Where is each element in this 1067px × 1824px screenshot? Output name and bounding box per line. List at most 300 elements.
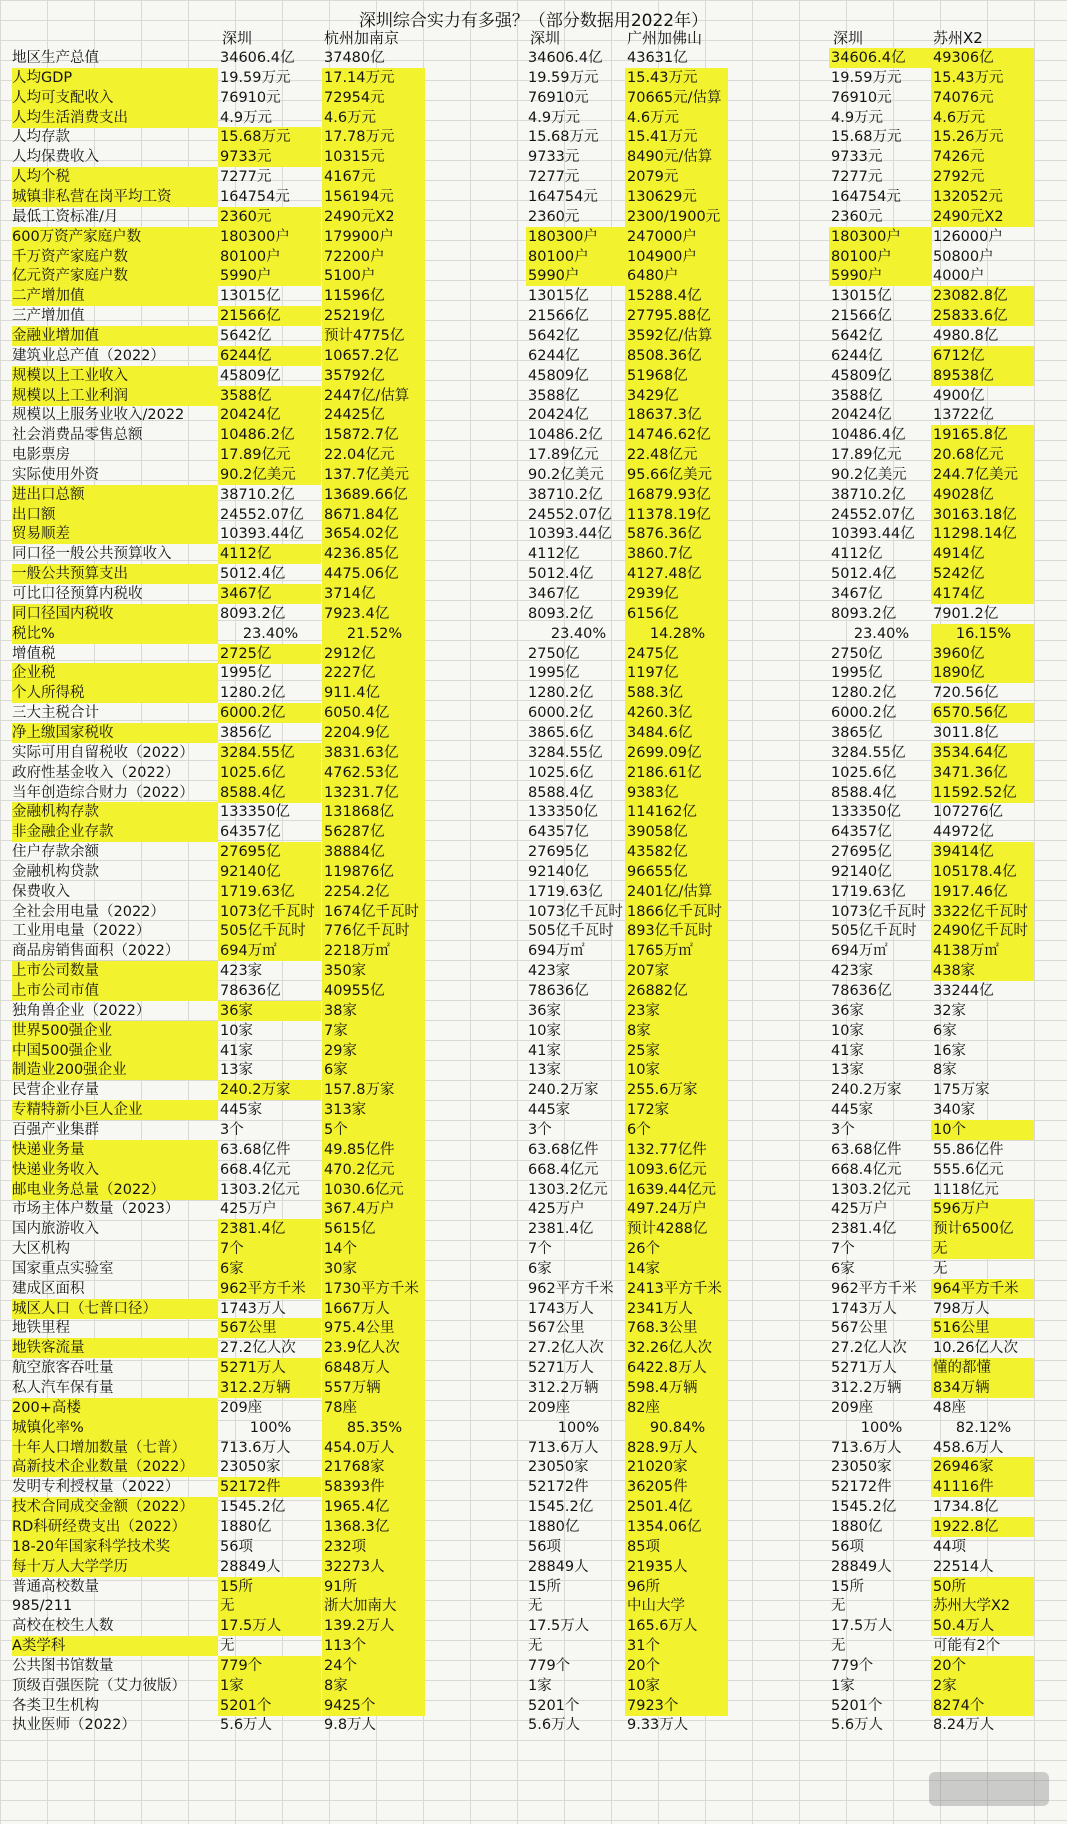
table-cell: 3个	[528, 1121, 552, 1138]
table-cell: 无	[933, 1260, 948, 1277]
table-row	[0, 1199, 1067, 1219]
row-label: 电影票房	[12, 447, 70, 463]
row-label: 保费收入	[12, 883, 70, 900]
row-label: 人均保费收入	[12, 149, 99, 166]
table-cell: 4138万㎡	[931, 941, 1034, 961]
table-cell: 4000户	[933, 268, 985, 285]
row-label: 商品房销售面积（2022）	[12, 943, 180, 960]
row-label: 出口额	[12, 505, 218, 525]
table-cell: 预计4288亿	[625, 1219, 728, 1239]
table-row	[0, 1120, 1067, 1140]
table-cell: 25833.6亿	[931, 306, 1034, 326]
table-row	[0, 683, 1067, 703]
table-cell: 2501.4亿	[625, 1497, 728, 1517]
table-cell: 5201个	[831, 1697, 883, 1714]
table-cell: 28849人	[528, 1558, 589, 1575]
table-cell: 15872.7亿	[322, 425, 425, 445]
table-cell: 5201个	[528, 1697, 580, 1714]
table-row	[0, 1497, 1067, 1517]
table-cell: 25219亿	[322, 306, 425, 326]
table-cell: 5.6万人	[831, 1717, 884, 1734]
table-cell: 24个	[322, 1656, 425, 1676]
table-cell: 4112亿	[218, 544, 321, 564]
table-cell: 无	[931, 1239, 1034, 1259]
table-row	[0, 306, 1067, 326]
table-cell: 19.59万元	[831, 69, 902, 86]
row-label: 千万资产家庭户数	[12, 247, 218, 267]
table-cell: 156194元	[322, 187, 425, 207]
table-cell: 15.43万元	[625, 68, 728, 88]
table-row	[0, 1656, 1067, 1676]
table-cell: 2447亿/估算	[322, 386, 425, 406]
table-cell: 4980.8亿	[933, 327, 999, 344]
table-cell: 13015亿	[220, 288, 281, 305]
row-label: 18-20年国家科学技术奖	[12, 1537, 218, 1557]
table-cell: 3831.63亿	[322, 743, 425, 763]
table-cell: 911.4亿	[322, 683, 425, 703]
row-label: 实际可用自留税收（2022）	[12, 744, 194, 761]
table-cell: 20个	[931, 1656, 1034, 1676]
table-cell: 49.85亿件	[322, 1140, 425, 1160]
table-cell: 76910元	[220, 89, 281, 106]
table-cell: 8093.2亿	[220, 605, 286, 622]
table-cell: 5642亿	[220, 327, 272, 344]
table-cell: 23.40%	[550, 625, 607, 642]
table-cell: 10个	[931, 1120, 1034, 1140]
table-cell: 694万㎡	[218, 941, 321, 961]
table-cell: 1025.6亿	[831, 764, 897, 781]
row-label: 规模以上服务业收入/2022	[12, 407, 185, 424]
table-cell: 10657.2亿	[322, 346, 425, 366]
table-cell: 85项	[625, 1537, 728, 1557]
table-cell: 16家	[933, 1042, 966, 1059]
table-cell: 91所	[322, 1577, 425, 1597]
row-label: 三大主税合计	[12, 705, 99, 722]
table-cell: 3个	[831, 1121, 855, 1138]
row-label: A类学科	[12, 1636, 218, 1656]
table-cell: 1743万人	[220, 1300, 286, 1317]
row-label: 执业医师（2022）	[12, 1717, 136, 1734]
table-cell: 20424亿	[218, 405, 321, 425]
table-cell: 8093.2亿	[528, 605, 594, 622]
row-label: 城镇化率%	[12, 1418, 218, 1438]
row-label: 发明专利授权量（2022）	[12, 1479, 180, 1496]
table-cell: 20424亿	[831, 407, 892, 424]
table-row	[0, 227, 1067, 247]
row-label: 企业税	[12, 663, 218, 683]
table-cell: 90.2亿美元	[831, 466, 907, 483]
row-label: 亿元资产家庭户数	[12, 266, 218, 286]
table-cell: 52172件	[528, 1479, 589, 1496]
table-row	[0, 346, 1067, 366]
table-cell: 15所	[528, 1578, 561, 1595]
table-row	[0, 1299, 1067, 1319]
table-cell: 1家	[831, 1677, 855, 1694]
table-cell: 2413平方千米	[625, 1279, 728, 1299]
table-cell: 34606.4亿	[528, 50, 603, 66]
table-cell: 505亿千瓦时	[831, 923, 917, 940]
row-label: 全社会用电量（2022）	[12, 903, 165, 920]
table-cell: 58393件	[322, 1477, 425, 1497]
row-label: 住户存款余额	[12, 844, 99, 860]
table-cell: 27695亿	[528, 844, 589, 860]
table-cell: 834万辆	[931, 1378, 1034, 1398]
row-label: 一般公共预算支出	[12, 564, 218, 584]
table-cell: 可能有2个	[933, 1638, 1001, 1654]
table-cell: 6家	[933, 1022, 957, 1039]
table-cell: 懂的都懂	[931, 1358, 1034, 1378]
table-cell: 209座	[831, 1399, 874, 1416]
table-cell: 5271万人	[528, 1360, 594, 1377]
table-cell: 1家	[528, 1677, 552, 1694]
table-row	[0, 544, 1067, 564]
table-cell: 43582亿	[625, 842, 728, 862]
table-cell: 6244亿	[218, 346, 321, 366]
row-label: 专精特新小巨人企业	[12, 1100, 218, 1120]
table-cell: 567公里	[528, 1320, 585, 1337]
table-cell: 2341万人	[625, 1299, 728, 1319]
table-row	[0, 1676, 1067, 1696]
table-row	[0, 425, 1067, 445]
table-cell: 41家	[220, 1042, 253, 1059]
table-cell: 9383亿	[625, 783, 728, 803]
table-row	[0, 48, 1067, 68]
row-label: 三产增加值	[12, 308, 85, 325]
table-cell: 8家	[322, 1676, 425, 1696]
table-cell: 350家	[322, 961, 425, 981]
table-cell: 14.28%	[625, 624, 728, 644]
table-row	[0, 1080, 1067, 1100]
table-cell: 72200户	[322, 247, 425, 267]
table-cell: 7个	[218, 1239, 321, 1259]
table-cell: 4112亿	[831, 546, 883, 563]
table-cell: 72954元	[322, 88, 425, 108]
table-cell: 114162亿	[625, 802, 728, 822]
table-cell: 3960亿	[931, 644, 1034, 664]
table-cell: 1743万人	[831, 1300, 897, 1317]
table-cell: 23050家	[831, 1459, 892, 1476]
table-cell: 3467亿	[528, 586, 580, 602]
table-cell: 10家	[831, 1022, 864, 1039]
table-cell: 6个	[625, 1120, 728, 1140]
table-cell: 2750亿	[528, 645, 580, 662]
table-cell: 137.7亿美元	[322, 465, 425, 485]
table-cell: 1118亿元	[933, 1181, 999, 1198]
table-cell: 1917.46亿	[931, 882, 1034, 902]
table-row	[0, 882, 1067, 902]
row-label: 当年创造综合财力（2022）	[12, 784, 194, 801]
row-label: 独角兽企业（2022）	[12, 1002, 151, 1019]
table-row	[0, 961, 1067, 981]
table-cell: 2381.4亿	[831, 1221, 897, 1238]
table-row	[0, 147, 1067, 167]
table-cell: 21768家	[322, 1457, 425, 1477]
table-cell: 1667万人	[322, 1299, 425, 1319]
table-cell: 2475亿	[625, 644, 728, 664]
table-cell: 9733元	[218, 147, 321, 167]
row-label: 城区人口（七普口径）	[12, 1299, 218, 1319]
table-cell: 45809亿	[220, 367, 281, 384]
table-cell: 41家	[528, 1042, 561, 1059]
table-cell: 浙大加南大	[322, 1596, 425, 1616]
table-cell: 36家	[218, 1001, 321, 1021]
table-cell: 7923.4亿	[322, 604, 425, 624]
row-label: 税比%	[12, 624, 218, 644]
table-cell: 2300/1900元	[625, 207, 728, 227]
row-label: 地区生产总值	[12, 50, 99, 66]
table-cell: 22.48亿元	[625, 445, 728, 465]
table-cell: 668.4亿元	[831, 1161, 902, 1178]
table-cell: 38710.2亿	[831, 486, 906, 503]
table-cell: 49306亿	[931, 48, 1034, 68]
table-cell: 6000.2亿	[218, 703, 321, 723]
table-cell: 6480户	[625, 266, 728, 286]
row-label: 邮电业务总量（2022）	[12, 1180, 218, 1200]
row-label: 社会消费品零售总额	[12, 427, 143, 444]
table-cell: 1719.63亿	[528, 883, 603, 900]
row-label: 最低工资标准/月	[12, 208, 119, 225]
table-cell: 4.6万元	[322, 108, 425, 128]
table-cell: 240.2万家	[218, 1080, 321, 1100]
row-label: 快递业务量	[12, 1140, 218, 1160]
table-cell: 3429亿	[625, 386, 728, 406]
table-cell: 11298.14亿	[931, 524, 1034, 544]
row-label: 人均可支配收入	[12, 88, 218, 108]
table-cell: 1965.4亿	[322, 1497, 425, 1517]
table-cell: 15.26万元	[931, 127, 1034, 147]
table-row	[0, 1358, 1067, 1378]
table-row	[0, 921, 1067, 941]
table-cell: 100%	[249, 1419, 292, 1436]
table-cell: 38家	[322, 1001, 425, 1021]
table-cell: 5990户	[218, 266, 321, 286]
table-cell: 10486.2亿	[218, 425, 321, 445]
row-label: 规模以上工业利润	[12, 386, 218, 406]
table-cell: 668.4亿元	[528, 1161, 599, 1178]
table-cell: 367.4万户	[322, 1199, 425, 1219]
table-cell: 3654.02亿	[322, 524, 425, 544]
table-cell: 15所	[831, 1578, 864, 1595]
table-cell: 1303.2亿元	[220, 1181, 300, 1198]
table-cell: 4914亿	[931, 544, 1034, 564]
table-cell: 10家	[528, 1022, 561, 1039]
table-cell: 1280.2亿	[220, 685, 286, 702]
table-cell: 164754元	[220, 189, 290, 205]
table-row	[0, 1596, 1067, 1616]
table-cell: 17.5万人	[528, 1618, 590, 1635]
table-cell: 10家	[625, 1676, 728, 1696]
table-cell: 4475.06亿	[322, 564, 425, 584]
table-cell: 30163.18亿	[931, 505, 1034, 525]
row-label: 建成区面积	[12, 1280, 85, 1297]
table-cell: 1280.2亿	[831, 685, 897, 702]
table-cell: 23050家	[220, 1459, 281, 1476]
table-row	[0, 1696, 1067, 1716]
row-label: 实际使用外资	[12, 466, 99, 483]
table-cell: 27.2亿人次	[528, 1340, 604, 1357]
table-cell: 1280.2亿	[528, 685, 594, 702]
table-cell: 133350亿	[831, 804, 901, 821]
table-cell: 无	[831, 1638, 846, 1654]
table-cell: 9733元	[831, 149, 883, 166]
table-cell: 1354.06亿	[625, 1517, 728, 1537]
table-cell: 445家	[220, 1102, 263, 1119]
table-cell: 22514人	[933, 1558, 994, 1575]
table-cell: 425万户	[528, 1201, 585, 1218]
row-label: 非金融企业存款	[12, 822, 218, 842]
table-row	[0, 326, 1067, 346]
table-row	[0, 485, 1067, 505]
table-cell: 3856亿	[220, 724, 272, 741]
row-label: 进出口总额	[12, 485, 218, 505]
table-cell: 78636亿	[220, 983, 281, 999]
table-row	[0, 266, 1067, 286]
row-label: 百强产业集群	[12, 1121, 99, 1138]
table-cell: 9425个	[322, 1696, 425, 1716]
table-cell: 27695亿	[218, 842, 321, 862]
table-cell: 90.2亿美元	[528, 466, 604, 483]
table-cell: 5个	[322, 1120, 425, 1140]
table-cell: 21566亿	[831, 308, 892, 325]
table-cell: 1093.6亿元	[625, 1160, 728, 1180]
table-cell: 52172件	[218, 1477, 321, 1497]
row-label: 上市公司数量	[12, 961, 218, 981]
table-row	[0, 902, 1067, 922]
table-row	[0, 1259, 1067, 1279]
table-cell: 15.41万元	[625, 127, 728, 147]
table-cell: 11378.19亿	[625, 505, 728, 525]
table-cell: 3588亿	[528, 387, 580, 404]
table-row	[0, 1616, 1067, 1636]
table-row	[0, 1438, 1067, 1458]
table-cell: 预计4775亿	[322, 326, 425, 346]
row-label: 地铁里程	[12, 1320, 70, 1337]
table-cell: 25家	[625, 1041, 728, 1061]
table-cell: 6422.8万人	[625, 1358, 728, 1378]
row-label: 十年人口增加数量（七普）	[12, 1438, 218, 1458]
table-row	[0, 1140, 1067, 1160]
table-cell: 26946家	[931, 1457, 1034, 1477]
table-cell: 80100户	[218, 247, 321, 267]
table-cell: 无	[218, 1596, 321, 1616]
table-cell: 3534.64亿	[931, 743, 1034, 763]
row-label: 个人所得税	[12, 683, 218, 703]
row-label: 国家重点实验室	[12, 1260, 114, 1277]
table-cell: 130629元	[625, 187, 728, 207]
table-cell: 1073亿千瓦时	[218, 902, 321, 922]
table-row	[0, 1577, 1067, 1597]
table-cell: 240.2万家	[528, 1082, 599, 1099]
table-cell: 17.89亿元	[218, 445, 321, 465]
table-cell: 85.35%	[322, 1418, 425, 1438]
table-cell: 8508.36亿	[625, 346, 728, 366]
table-cell: 52172件	[831, 1479, 892, 1496]
table-cell: 5642亿	[831, 327, 883, 344]
table-cell: 962平方千米	[831, 1280, 917, 1297]
table-cell: 43631亿	[627, 50, 688, 66]
table-cell: 19.59万元	[528, 69, 599, 86]
table-cell: 1995亿	[831, 665, 883, 682]
table-row	[0, 1060, 1067, 1080]
table-cell: 5642亿	[528, 327, 580, 344]
table-cell: 3592亿/估算	[625, 326, 728, 346]
table-cell: 3714亿	[322, 584, 425, 604]
table-cell: 10315元	[322, 147, 425, 167]
table-cell: 567公里	[831, 1320, 888, 1337]
table-cell: 55.86亿件	[933, 1141, 1004, 1158]
table-cell: 8家	[933, 1062, 957, 1079]
table-cell: 164754元	[528, 189, 598, 205]
table-cell: 56项	[220, 1538, 253, 1555]
table-row	[0, 187, 1067, 207]
table-cell: 2360元	[218, 207, 321, 227]
table-cell: 40955亿	[322, 981, 425, 1001]
row-label: 政府性基金收入（2022）	[12, 764, 180, 781]
row-label: 人均个税	[12, 167, 218, 187]
table-row	[0, 1557, 1067, 1577]
table-row	[0, 1715, 1067, 1735]
table-cell: 2204.9亿	[322, 723, 425, 743]
table-cell: 92140亿	[218, 862, 321, 882]
table-cell: 445家	[831, 1102, 874, 1119]
table-cell: 20个	[625, 1656, 728, 1676]
row-label: 金融机构存款	[12, 802, 218, 822]
table-cell: 28849人	[220, 1558, 281, 1575]
table-cell: 180300户	[829, 227, 932, 247]
table-cell: 38710.2亿	[220, 486, 295, 503]
table-cell: 1880亿	[220, 1518, 272, 1535]
table-cell: 27.2亿人次	[220, 1340, 296, 1357]
table-cell: 2079元	[625, 167, 728, 187]
column-header: 广州加佛山	[627, 29, 703, 47]
table-cell: 34606.4亿	[829, 48, 932, 68]
table-cell: 423家	[220, 963, 263, 980]
row-label: 国内旅游收入	[12, 1221, 99, 1238]
table-cell: 598.4万辆	[625, 1378, 728, 1398]
table-row	[0, 763, 1067, 783]
row-label: 600万资产家庭户数	[12, 227, 218, 247]
table-cell: 34606.4亿	[220, 50, 295, 66]
table-cell: 6848万人	[322, 1358, 425, 1378]
table-cell: 454.0万人	[322, 1438, 425, 1458]
table-cell: 779个	[831, 1657, 874, 1674]
table-cell: 23家	[625, 1001, 728, 1021]
table-row	[0, 167, 1067, 187]
table-cell: 7901.2亿	[933, 605, 999, 622]
table-cell: 28849人	[831, 1558, 892, 1575]
table-cell: 13家	[220, 1062, 253, 1079]
table-cell: 2360元	[831, 208, 883, 225]
table-cell: 中山大学	[625, 1596, 728, 1616]
row-label: 民营企业存量	[12, 1082, 99, 1099]
table-cell: 13231.7亿	[322, 783, 425, 803]
table-cell: 4167元	[322, 167, 425, 187]
table-cell: 133350亿	[528, 804, 598, 821]
row-label: 每十万人大学学历	[12, 1557, 218, 1577]
table-row	[0, 1021, 1067, 1041]
table-cell: 23.40%	[853, 625, 910, 642]
table-cell: 50所	[931, 1577, 1034, 1597]
table-row	[0, 703, 1067, 723]
table-cell: 32273人	[322, 1557, 425, 1577]
table-cell: 41116件	[931, 1477, 1034, 1497]
table-cell: 95.66亿美元	[625, 465, 728, 485]
table-cell: 76910元	[528, 89, 589, 106]
table-cell: 2360元	[528, 208, 580, 225]
table-cell: 445家	[528, 1102, 571, 1119]
table-row	[0, 1378, 1067, 1398]
table-cell: 10486.4亿	[831, 427, 906, 444]
